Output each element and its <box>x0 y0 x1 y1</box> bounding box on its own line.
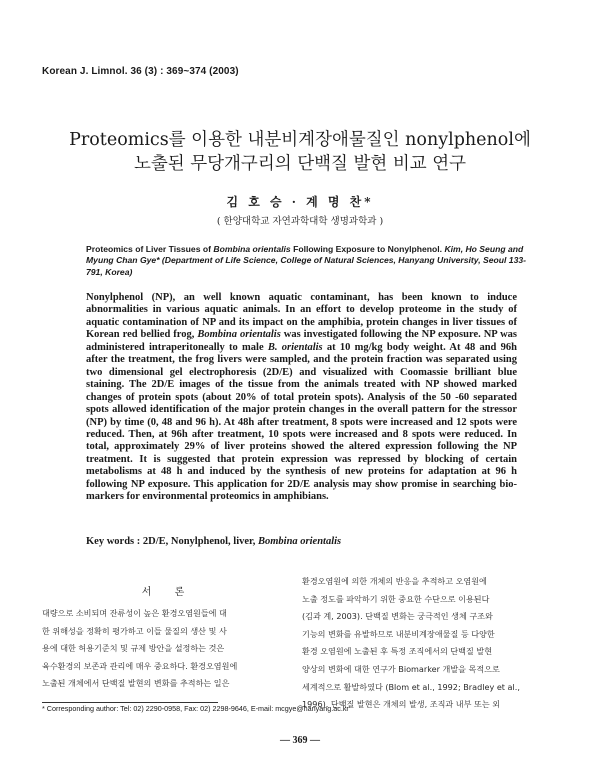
keywords <box>86 536 526 547</box>
affiliation: ( 한양대학교 자연과학대학 생명과학과 ) <box>216 216 384 227</box>
english-ref-part2: Following Exposure to Nonylphenol. <box>290 244 445 254</box>
footnote-divider <box>42 702 218 703</box>
page-number: — 369 — <box>280 735 320 746</box>
english-ref-authors: Kim, Ho Seung and Myung Chan Gye* (Department of Life Science, College of Natural Sciences, Hanyang University, Seoul 133- 791, Korea) <box>86 244 526 277</box>
right-column-line: 1996). 단백질 발현은 개체의 발생, 조직과 내부 또는 외 <box>302 699 501 710</box>
right-column-line: (김과 계, 2003). 단백질 변화는 궁극적인 생체 구조와 <box>302 611 493 622</box>
english-ref-species: Bombina orientalis <box>213 244 291 254</box>
left-column-line: 대량으로 소비되며 잔류성이 높은 환경오염원들에 대 <box>42 608 227 618</box>
title-line-2: 노출된 무당개구리의 단백질 발현 비교 연구 <box>133 154 467 174</box>
left-column-line: 육수환경의 보존과 관리에 매우 중요하다. 환경오염원에 <box>42 660 238 671</box>
abstract-part2: was investigated following the NP exposure. NP was administered intraperitoneally to male <box>86 329 518 353</box>
right-column-line: 세계적으로 활발하였다 (Blom et al., 1992; Bradley et al., <box>302 681 520 692</box>
abstract-species-2: B. orientalis <box>267 341 323 353</box>
abstract <box>86 292 517 504</box>
right-column-line: 노출 정도를 파악하기 위한 중요한 수단으로 이용된다 <box>302 593 490 604</box>
left-column <box>42 605 294 693</box>
keywords-species: Bombina orientalis <box>258 536 342 547</box>
authors: 김 호 승 · 계 명 찬* <box>226 195 374 209</box>
right-column-line: 환경 오염원에 노출된 후 특정 조직에서의 단백질 발현 <box>302 646 493 657</box>
abstract-species-1: Bombina orientalis <box>197 329 281 341</box>
left-column-line: 노출된 개체에서 단백질 발현의 변화를 추적하는 일은 <box>42 678 230 689</box>
right-column-line: 양상의 변화에 대한 연구가 Biomarker 개발을 목적으로 <box>302 663 500 674</box>
english-reference <box>86 244 526 278</box>
abstract-part1: Nonylphenol (NP), an well known aquatic contaminant, has been known to induce abnormalities in various aquatic animals. In an effort to develop proteome in the study of aquatic contamination of NP and its impact on the amphibia, protein changes in liver tissues of Korean red bellied frog, <box>86 292 517 341</box>
journal-reference: Korean J. Limnol. 36 (3) : 369~374 (2003) <box>42 66 239 77</box>
title-line-1: Proteomics를 이용한 내분비계장애물질인 nonylphenol에 <box>69 130 531 150</box>
right-column-line: 환경오염원에 의한 개체의 반응을 추적하고 오염원에 <box>302 576 487 586</box>
left-column-line: 한 위해성을 정확히 평가하고 이들 물질의 생산 및 사 <box>42 625 227 636</box>
right-column <box>302 573 558 714</box>
abstract-part3: at 10 mg/kg body weight. At 48 and 96h after the treatment, the frog livers were sampled, and the protein fraction was separated using two dimensional gel electrophoresis (2D/E) and visualized with Coomassie brilliant blue staining. The 2D/E images of the tissue from the animals treated with NP showed marked changes of protein spots (about 20% of total protein spots). Analysis of the 50 -60 separated spots allowed identification of the major protein changes in the overall pattern for the stressor (NP) by time (0, 48 and 96 h). At 48h after treatment, 8 spots were increased and 12 spots were reduced. Then, at 96h after treatment, 10 spots were increased and 8 spots were reduced. In total, approximately 29% of liver proteins showed the altered expression following the NP treatment. It is suggested that protein expression was repressed by blocking of certain metabolisms at 48 h and induced by the synthesis of new proteins for adaptation at 96 h following NP exposure. This application for 2D/E analysis may show promise in searching bio-markers for environmental proteomics in amphibians. <box>86 341 517 503</box>
right-column-line: 기능의 변화를 유발하므로 내분비계장애물질 등 다양한 <box>302 628 495 639</box>
english-ref-part1: Proteomics of Liver Tissues of <box>86 244 214 254</box>
left-column-line: 용에 대한 허용기준치 및 규제 방안을 설정하는 것은 <box>42 643 225 654</box>
corresponding-author-footnote: * Corresponding author: Tel: 02) 2290-0958, Fax: 02) 2298-9646, E-mail: mcgye@hanyang.ac.kr <box>42 704 349 713</box>
paper-title <box>60 128 540 176</box>
keywords-label: Key words : 2D/E, Nonylphenol, liver, <box>86 536 258 547</box>
section-heading-introduction: 서 론 <box>141 587 195 598</box>
